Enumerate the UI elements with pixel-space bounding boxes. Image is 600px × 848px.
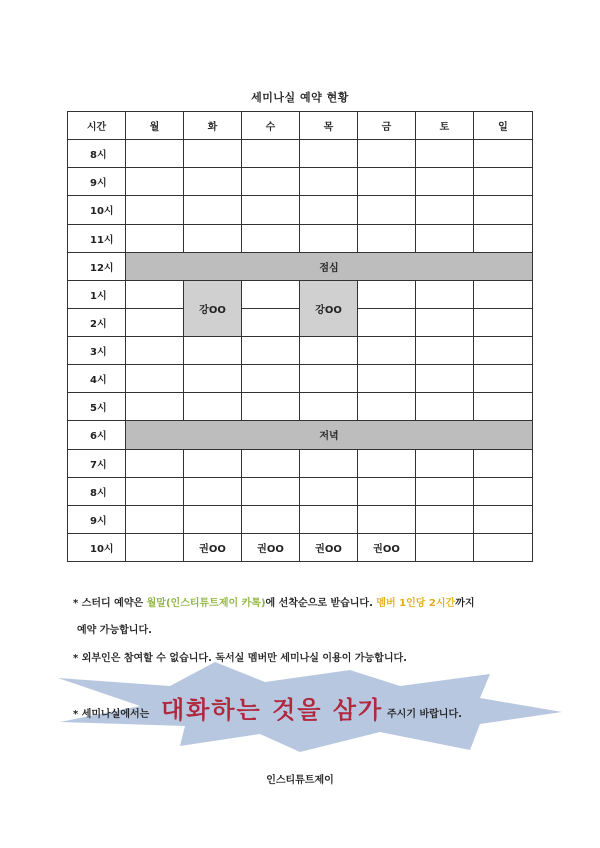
booking-cell: 권OO (358, 533, 416, 561)
slot-cell (474, 477, 533, 505)
slot-cell (416, 449, 474, 477)
header-mon: 월 (126, 112, 184, 140)
booking-thu: 강OO (300, 280, 358, 336)
slot-cell (126, 308, 184, 336)
slot-cell (416, 224, 474, 252)
slot-cell (242, 140, 300, 168)
hour-cell: 7시 (68, 449, 126, 477)
note-outsiders: * 외부인은 참여할 수 없습니다. 독서실 멤버만 세미나실 이용이 가능합니다. (73, 653, 407, 664)
slot-cell (126, 168, 184, 196)
slot-cell (300, 393, 358, 421)
booking-cell: 권OO (242, 533, 300, 561)
slot-cell (474, 449, 533, 477)
hour-cell: 2시 (68, 308, 126, 336)
note-quiet-prefix: * 세미나실에서는 (73, 709, 150, 720)
note-reservation (73, 594, 475, 609)
lunch-row (68, 252, 533, 280)
slot-cell (358, 337, 416, 365)
slot-cell (126, 365, 184, 393)
note-highlight-green: 월말(인스티튜트제이 카톡) (146, 598, 266, 609)
slot-cell (126, 224, 184, 252)
slot-cell (416, 533, 474, 561)
header-wed: 수 (242, 112, 300, 140)
slot-cell (126, 449, 184, 477)
hour-cell: 8시 (68, 140, 126, 168)
slot-cell (126, 280, 184, 308)
slot-cell (242, 224, 300, 252)
slot-cell (126, 505, 184, 533)
footer-org: 인스티튜트제이 (266, 775, 334, 786)
slot-cell (416, 393, 474, 421)
slot-cell (358, 505, 416, 533)
note-text: * 스터디 예약은 (73, 598, 147, 609)
slot-cell (184, 168, 242, 196)
slot-cell (300, 196, 358, 224)
slot-cell (474, 280, 533, 308)
header-thu: 목 (300, 112, 358, 140)
slot-cell (184, 365, 242, 393)
slot-cell (300, 140, 358, 168)
slot-cell (184, 337, 242, 365)
dinner-block: 저녁 (126, 421, 533, 449)
slot-cell (358, 196, 416, 224)
table-row (68, 449, 533, 477)
slot-cell (416, 196, 474, 224)
slot-cell (358, 477, 416, 505)
table-row (68, 477, 533, 505)
slot-cell (242, 477, 300, 505)
note-reservation-line2: 예약 가능합니다. (77, 625, 152, 636)
slot-cell (184, 140, 242, 168)
table-row (68, 280, 533, 308)
note-text: 까지 (455, 598, 475, 609)
slot-cell (300, 505, 358, 533)
slot-cell (358, 224, 416, 252)
slot-cell (358, 140, 416, 168)
hour-cell: 12시 (68, 252, 126, 280)
slot-cell (242, 505, 300, 533)
slot-cell (474, 505, 533, 533)
slot-cell (416, 168, 474, 196)
table-row (68, 505, 533, 533)
slot-cell (358, 168, 416, 196)
slot-cell (300, 224, 358, 252)
slot-cell (300, 337, 358, 365)
slot-cell (300, 365, 358, 393)
slot-cell (126, 477, 184, 505)
table-row (68, 196, 533, 224)
hour-cell: 9시 (68, 168, 126, 196)
slot-cell (474, 393, 533, 421)
header-sun: 일 (474, 112, 533, 140)
hour-cell: 10시 (68, 196, 126, 224)
booking-cell: 권OO (184, 533, 242, 561)
slot-cell (416, 280, 474, 308)
note-quiet-emphasis: 대화하는 것을 삼가 (161, 696, 384, 724)
slot-cell (474, 168, 533, 196)
table-row (68, 393, 533, 421)
table-row (68, 533, 533, 561)
header-sat: 토 (416, 112, 474, 140)
slot-cell (184, 224, 242, 252)
hour-cell: 10시 (68, 533, 126, 561)
table-row (68, 365, 533, 393)
slot-cell (300, 477, 358, 505)
slot-cell (358, 280, 416, 308)
slot-cell (416, 140, 474, 168)
slot-cell (300, 449, 358, 477)
slot-cell (126, 393, 184, 421)
slot-cell (184, 196, 242, 224)
slot-cell (242, 337, 300, 365)
slot-cell (474, 533, 533, 561)
slot-cell (126, 337, 184, 365)
slot-cell (474, 337, 533, 365)
slot-cell (242, 196, 300, 224)
slot-cell (242, 168, 300, 196)
note-highlight-gold: 멤버 1인당 2시간 (376, 598, 456, 609)
slot-cell (242, 393, 300, 421)
hour-cell: 5시 (68, 393, 126, 421)
slot-cell (416, 337, 474, 365)
slot-cell (416, 505, 474, 533)
slot-cell (184, 449, 242, 477)
hour-cell: 8시 (68, 477, 126, 505)
table-row (68, 337, 533, 365)
hour-cell: 6시 (68, 421, 126, 449)
slot-cell (358, 308, 416, 336)
slot-cell (358, 393, 416, 421)
hour-cell: 9시 (68, 505, 126, 533)
slot-cell (126, 196, 184, 224)
header-time: 시간 (68, 112, 126, 140)
table-row (68, 224, 533, 252)
slot-cell (242, 365, 300, 393)
slot-cell (126, 533, 184, 561)
slot-cell (126, 140, 184, 168)
hour-cell: 3시 (68, 337, 126, 365)
slot-cell (474, 224, 533, 252)
booking-tue: 강OO (184, 280, 242, 336)
slot-cell (416, 308, 474, 336)
booking-cell: 권OO (300, 533, 358, 561)
slot-cell (416, 477, 474, 505)
header-tue: 화 (184, 112, 242, 140)
slot-cell (416, 365, 474, 393)
slot-cell (242, 280, 300, 308)
slot-cell (300, 168, 358, 196)
note-text: 에 선착순으로 받습니다. (265, 598, 377, 609)
note-quiet-suffix: 주시기 바랍니다. (387, 709, 462, 720)
slot-cell (474, 196, 533, 224)
slot-cell (242, 308, 300, 336)
slot-cell (184, 393, 242, 421)
slot-cell (184, 505, 242, 533)
slot-cell (358, 365, 416, 393)
slot-cell (184, 477, 242, 505)
hour-cell: 4시 (68, 365, 126, 393)
table-row (68, 140, 533, 168)
lunch-block: 점심 (126, 252, 533, 280)
header-fri: 금 (358, 112, 416, 140)
reservation-table (67, 111, 533, 562)
hour-cell: 1시 (68, 280, 126, 308)
slot-cell (474, 140, 533, 168)
hour-cell: 11시 (68, 224, 126, 252)
slot-cell (242, 449, 300, 477)
header-row (68, 112, 533, 140)
dinner-row (68, 421, 533, 449)
page-title: 세미나실 예약 현황 (251, 91, 349, 104)
slot-cell (474, 365, 533, 393)
table-row (68, 168, 533, 196)
slot-cell (474, 308, 533, 336)
slot-cell (358, 449, 416, 477)
